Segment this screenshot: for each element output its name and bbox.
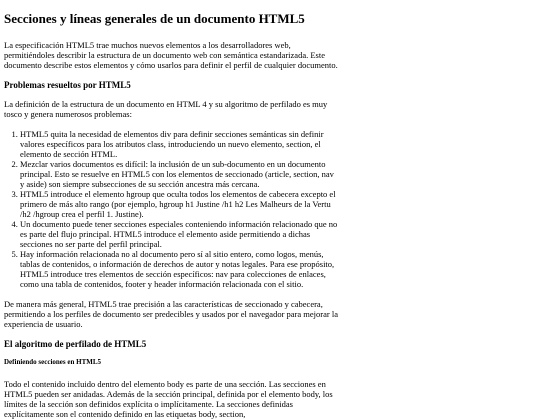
closing-paragraph: De manera más general, HTML5 trae precisión a las características de seccionado y cabecera, permitiendo a los perfiles de documento ser predecibles y usados por el navegador para mejorar la experiencia de usuario.	[4, 299, 338, 329]
list-item: 1. HTML5 quita la necesidad de elementos div para definir secciones semánticas sin definir valores específicos para los atributos class, introduciendo un nuevo elemento, section, el elemento de sección HTML.	[20, 129, 340, 159]
subsection-heading-defining: Definiendo secciones en HTML5	[4, 358, 102, 366]
list-item: 3. HTML5 introduce el elemento hgroup que oculta todos los elementos de cabecera excepto el primero de más alto rango (por ejemplo, hgroup h1 Justine /h1 h2 Les Malheurs de la Vertu /h2 /hgroup crea el perfil 1. Justine).	[20, 189, 340, 219]
list-item: 2. Mezclar varios documentos es difícil: la inclusión de un sub-documento en un documento principal. Esto se resuelve en HTML5 con los elementos de seccionado (article, section, nav y aside) son siempre subsecciones de su sección ancestra más cercana.	[20, 159, 340, 189]
section-heading-algorithm: El algoritmo de perfilado de HTML5	[4, 339, 147, 349]
page-title: Secciones y líneas generales de un documento HTML5	[4, 11, 305, 26]
list-item: 5. Hay información relacionada no al documento pero sí al sitio entero, como logos, menús, tablas de contenidos, o información de derechos de autor y notas legales. Para ese propósito, HTML5 introduce tres elementos de sección específicos: nav para colecciones de enlaces, como una tabla de contenidos, footer y header información relacionada con el sitio.	[20, 249, 340, 289]
problems-list	[4, 129, 340, 289]
list-item: 4. Un documento puede tener secciones especiales conteniendo información relacionado que no es parte del flujo principal. HTML5 introduce el elemento aside permitiendo a dichas secciones no ser parte del perfil principal.	[20, 219, 340, 249]
defining-paragraph: Todo el contenido incluido dentro del elemento body es parte de una sección. Las secciones en HTML5 pueden ser anidadas. Además de la sección principal, definida por el elemento body, los límites de la sección son definidos explícita o implícitamente. La secciones definidas explícitamente son el contenido definido en las etiquetas body, section,	[4, 379, 333, 419]
section-heading-problems: Problemas resueltos por HTML5	[4, 80, 131, 90]
intro-paragraph: La especificación HTML5 trae muchos nuevos elementos a los desarrolladores web, permitiéndoles describir la estructura de un documento web con semántica estandarizada. Este documento describe estos elementos y cómo usarlos para definir el perfil de cualquier documento.	[4, 40, 338, 70]
problems-paragraph: La definición de la estructura de un documento en HTML 4 y su algoritmo de perfilado es muy tosco y genera numerosos problemas:	[4, 99, 328, 119]
